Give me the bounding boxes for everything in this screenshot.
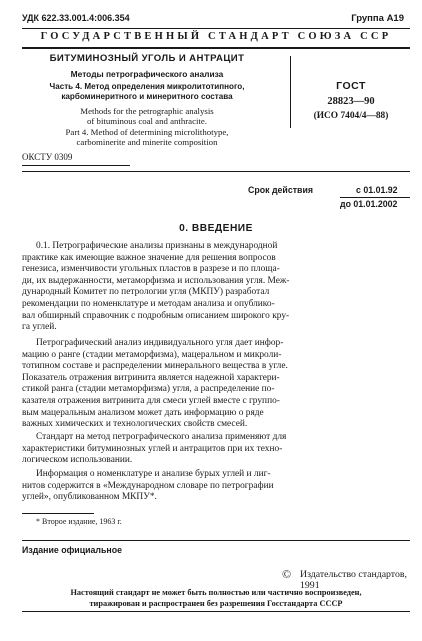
okstu-underline bbox=[22, 165, 130, 166]
text-line: стикой ранга (стадии метаморфизма) угля, а распределение по- bbox=[22, 384, 275, 395]
english-title-line: carbominerite and minerite composition bbox=[76, 136, 218, 147]
text-line: Стандарт на метод петрографического анализа применяют для bbox=[36, 432, 287, 442]
text-line: Петрографический анализ индивидуального угля дает инфор- bbox=[36, 338, 284, 348]
text-line: казателя отражения витринита для смеси углей вместе с группо- bbox=[22, 395, 280, 406]
gost-label: ГОСТ bbox=[336, 80, 366, 92]
paragraph-2 bbox=[22, 338, 410, 431]
text-line: практике как имеющие важное значение для решения вопросов bbox=[22, 252, 276, 263]
text-line: га углей. bbox=[22, 322, 57, 333]
bottom-rule bbox=[22, 611, 410, 612]
text-line: углей», опубликованном МКПУ*. bbox=[22, 492, 157, 503]
iso-reference: (ИСО 7404/4—88) bbox=[313, 111, 389, 121]
english-title-line: Part 4. Method of determining microlithotype, bbox=[65, 126, 229, 137]
notice-line: Настоящий стандарт не может быть полностью или частично воспроизведен, bbox=[70, 588, 362, 597]
part-title-line1: Часть 4. Метод определения микролитотипного, bbox=[49, 82, 245, 91]
okstu-code: ОКСТУ 0309 bbox=[22, 152, 73, 162]
validity-to: до 01.01.2002 bbox=[340, 199, 398, 209]
english-title-line: of bituminous coal and anthracite. bbox=[87, 116, 207, 127]
title-block-rule bbox=[22, 171, 410, 172]
document-subtitle: Методы петрографического анализа bbox=[70, 69, 224, 79]
section-heading: 0. ВВЕДЕНИЕ bbox=[179, 223, 253, 234]
title-block bbox=[22, 53, 272, 147]
reproduction-notice bbox=[18, 587, 414, 609]
footer-rule bbox=[22, 540, 410, 541]
validity-from: с 01.01.92 bbox=[356, 185, 398, 195]
document-title: БИТУМИНОЗНЫЙ УГОЛЬ И АНТРАЦИТ bbox=[49, 53, 245, 64]
text-line: 0.1. Петрографические анализы признаны в международной bbox=[36, 241, 278, 251]
text-line: генезиса, изменчивости угольных пластов в разрезе и по площа- bbox=[22, 264, 280, 275]
paragraph-3 bbox=[22, 432, 410, 467]
part-title-line2: карбоминеритного и минеритного состава bbox=[61, 92, 233, 101]
copyright-text: Издательство стандартов, 1991 bbox=[300, 569, 407, 591]
official-edition-label: Издание официальное bbox=[22, 545, 122, 555]
footnote-rule bbox=[22, 513, 94, 514]
text-line: Информация о номенклатуре и анализе бурых углей и лиг- bbox=[36, 469, 271, 479]
text-line: важных химических и технологических свойств смесей. bbox=[22, 419, 248, 430]
validity-divider bbox=[340, 197, 410, 198]
footnote: * Второе издание, 1963 г. bbox=[36, 517, 122, 526]
text-line: мацию о ранге (стадии метаморфизма), мацеральном и микроли- bbox=[22, 349, 282, 360]
validity-label: Срок действия bbox=[248, 185, 313, 195]
text-line: вал обширный справочник с подробным описанием широкого кру- bbox=[22, 310, 290, 321]
gost-number: 28823—90 bbox=[327, 96, 375, 107]
gost-block bbox=[292, 80, 410, 121]
text-line: Показатель отражения витринита является надежной характери- bbox=[22, 372, 280, 383]
english-title-line: Methods for the petrographic analysis bbox=[80, 106, 214, 116]
standard-banner: ГОСУДАРСТВЕННЫЙ СТАНДАРТ СОЮЗА ССР bbox=[40, 31, 392, 42]
text-line: ди, их выдержанности, метаморфизма и использования угля. Меж- bbox=[22, 275, 290, 286]
copyright-icon: © bbox=[282, 567, 292, 581]
text-line: тотипном составе и распределении минерального вещества в угле. bbox=[22, 361, 288, 372]
udk-code: УДК 622.33.001.4:006.354 bbox=[22, 13, 130, 23]
text-line: дународный Комитет по петрологии угля (МКПУ) разработал bbox=[22, 287, 270, 298]
text-line: характеристики битуминозных углей и антрацитов при их техно- bbox=[22, 443, 283, 454]
text-line: вым мацеральным анализом может дать информацию о ряде bbox=[22, 407, 264, 418]
text-line: нитов содержится в «Международном словаре по петрографии bbox=[22, 480, 274, 491]
banner-rule bbox=[22, 47, 410, 49]
notice-line: тиражирован и распространен без разрешения Госстандарта СССР bbox=[89, 599, 343, 608]
english-title bbox=[22, 106, 272, 147]
paragraph-1 bbox=[22, 241, 410, 334]
group-code: Группа А19 bbox=[351, 13, 404, 24]
text-line: рекомендации по номенклатуре и методам анализа и опублико- bbox=[22, 298, 275, 309]
paragraph-4 bbox=[22, 469, 410, 504]
text-line: логическом использовании. bbox=[22, 455, 133, 466]
top-rule bbox=[22, 28, 410, 29]
